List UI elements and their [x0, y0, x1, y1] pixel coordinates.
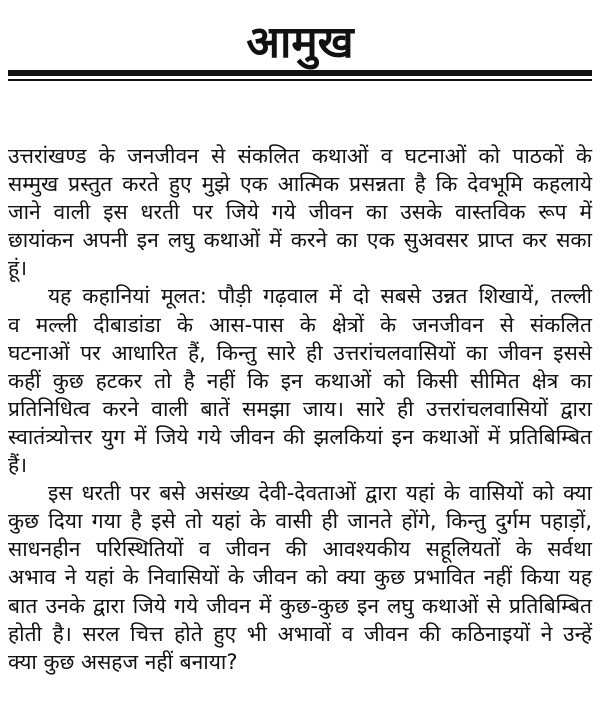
- text-line: क्या कुछ असहज नहीं बनाया?: [8, 649, 238, 674]
- title-rule-thin: [8, 79, 592, 81]
- text-line: अभाव ने यहां के निवासियों के जीवन को क्या कुछ प्रभावित नहीं किया यह: [8, 565, 592, 590]
- text-line: कुछ दिया गया है इसे तो यहां के वासी ही जानते होंगे, किन्तु दुर्गम पहाड़ों,: [8, 509, 592, 534]
- text-line: स्वातंत्र्योत्तर युग में जिये गये जीवन की झलकियां इन कथाओं में प्रतिबिम्बित: [8, 424, 592, 449]
- text-line: हूं।: [8, 256, 28, 281]
- text-line: इस धरती पर बसे असंख्य देवी-देवताओं द्वारा यहां के वासियों को क्या: [48, 481, 592, 506]
- text-line: बात उनके द्वारा जिये गये जीवन में कुछ-कुछ इन लघु कथाओं से प्रतिबिम्बित: [8, 593, 592, 618]
- text-line: उत्तरांखण्ड के जनजीवन से संकलित कथाओं व घटनाओं को पाठकों के: [8, 144, 592, 168]
- text-line: प्रतिनिधित्व करने वाली बातें समझा जाय। सारे ही उत्तरांचलवासियों द्वारा: [8, 396, 592, 421]
- text-line: हैं।: [8, 453, 28, 478]
- text-line: सम्मुख प्रस्तुत करते हुए मुझे एक आत्मिक प्रसन्नता है कि देवभूमि कहलाये: [8, 172, 592, 197]
- paragraph-2: [8, 282, 592, 479]
- text-line: होती है। सरल चित्त होते हुए भी अभावों व जीवन की कठिनाइयों ने उन्हें: [8, 621, 592, 646]
- text-line: घटनाओं पर आधारित हैं, किन्तु सारे ही उत्तरांचलवासियों का जीवन इससे: [8, 340, 592, 365]
- title-rule-thick: [8, 70, 592, 76]
- text-line: साधनहीन परिस्थितियों व जीवन की आवश्यकीय सहूलियतों के सर्वथा: [8, 537, 592, 562]
- text-line: छायांकन अपनी इन लघु कथाओं में करने का एक सुअवसर प्राप्त कर सका: [8, 228, 592, 253]
- text-line: कहीं कुछ हटकर तो है नहीं कि इन कथाओं को किसी सीमित क्षेत्र का: [8, 368, 592, 393]
- text-line: जाने वाली इस धरती पर जिये गये जीवन का उसके वास्तविक रूप में: [8, 200, 592, 225]
- paragraph-1: [8, 142, 592, 282]
- text-line: व मल्ली दीबाडांडा के आस-पास के क्षेत्रों के जनजीवन से संकलित: [8, 312, 592, 337]
- document-body: [8, 142, 592, 676]
- paragraph-3: [8, 479, 592, 676]
- text-line: यह कहानियां मूलत: पौड़ी गढ़वाल में दो सबसे उन्नत शिखायें, तल्ली: [48, 284, 592, 309]
- page-title: आमुख: [246, 17, 354, 68]
